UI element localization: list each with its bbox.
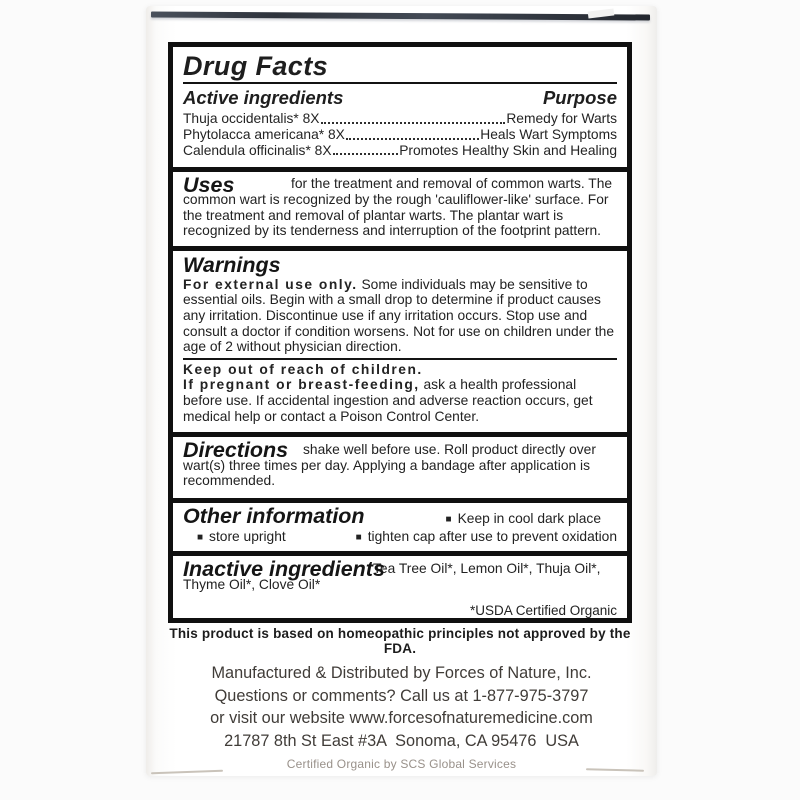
- fda-disclaimer: This product is based on homeopathic principles not approved by the FDA.: [169, 626, 631, 656]
- bullet-text: Keep in cool dark place: [457, 510, 601, 526]
- table-row: [183, 143, 617, 159]
- uses-text: for the treatment and removal of common warts. The common wart is recognized by the rough 'cauliflower-like' surface. For the treatment and removal of plantar warts. The plantar wart is recognized by its tenderness and interruption of the footprint pattern.: [183, 176, 613, 239]
- ingredient-purpose: Promotes Healthy Skin and Healing: [399, 142, 617, 158]
- phone-line: Questions or comments? Call us at 1-877-975-3797: [214, 686, 589, 705]
- uses-section: [183, 172, 617, 245]
- dotted-leader: [321, 122, 506, 124]
- directions-heading: Directions: [183, 438, 289, 463]
- external-use-lead: For external use only.: [183, 276, 358, 292]
- address-line: 21787 8th St East #3A Sonoma, CA 95476 USA: [224, 731, 579, 750]
- inactive-ingredients-heading: Inactive ingredients: [183, 557, 385, 582]
- table-row: [183, 111, 617, 127]
- other-info-row: [183, 503, 617, 529]
- warnings-heading: Warnings: [183, 252, 281, 277]
- active-ingredients-header: [183, 88, 617, 108]
- active-ingredients-table: [183, 111, 617, 167]
- drug-facts-title: Drug Facts: [183, 51, 329, 81]
- table-row: [183, 127, 617, 143]
- title-rule: [183, 82, 617, 84]
- usda-footnote: *USDA Certified Organic: [469, 603, 617, 619]
- dotted-leader: [346, 138, 479, 140]
- purpose-heading: Purpose: [542, 87, 617, 108]
- manufacturer-line: Manufactured & Distributed by Forces of Nature, Inc.: [211, 664, 592, 682]
- warnings-external-text: [183, 277, 617, 355]
- ingredient-name: Thuja occidentalis* 8X: [183, 111, 320, 126]
- keep-out-block: [183, 358, 617, 424]
- other-information-section: [183, 503, 617, 551]
- manufacturer-info: [146, 662, 657, 771]
- external-use-body: Some individuals may be sensitive to essential oils. Begin with a small drop to determine if product causes any irritation. Discontinue use if any irritation occurs. Stop use and consult a doctor if condition worsens. Not for use on children under the age of 2 without physician direction.: [183, 276, 615, 355]
- ingredient-name: Calendula officinalis* 8X: [183, 142, 332, 158]
- bullet-text: store upright: [209, 529, 286, 545]
- list-item: [197, 529, 286, 547]
- ingredient-name: Phytolacca americana* 8X: [183, 126, 345, 142]
- website-line: or visit our website www.forcesofnaturemedicine.com: [210, 709, 593, 728]
- keep-out-text: Keep out of reach of children.: [183, 361, 423, 377]
- square-bullet-icon: ■: [445, 513, 452, 525]
- uses-heading: Uses: [183, 173, 235, 198]
- pregnant-lead: If pregnant or breast-feeding,: [183, 377, 420, 393]
- certified-organic-line: Certified Organic by SCS Global Services: [286, 757, 517, 772]
- active-ingredients-heading: Active ingredients: [183, 87, 344, 108]
- inactive-ingredients-text: Tea Tree Oil*, Lemon Oil*, Thuja Oil*, Thyme Oil*, Clove Oil*: [183, 561, 601, 592]
- square-bullet-icon: ■: [355, 532, 362, 544]
- inactive-ingredients-section: [183, 556, 617, 618]
- warnings-section: [183, 251, 617, 432]
- pregnant-body: ask a health professional before use. If accidental ingestion and adverse reaction occurs, get medical help or contact a Poison Control Center.: [183, 377, 593, 424]
- other-info-row: [183, 529, 617, 547]
- directions-section: [183, 437, 617, 498]
- dotted-leader: [333, 153, 399, 155]
- list-item: [356, 529, 617, 547]
- ingredient-purpose: Remedy for Warts: [506, 111, 617, 126]
- square-bullet-icon: ■: [197, 532, 204, 544]
- drug-facts-panel: [168, 42, 632, 623]
- list-item: [446, 511, 601, 529]
- pregnant-text: [183, 377, 617, 424]
- bullet-text: tighten cap after use to prevent oxidation: [367, 529, 617, 545]
- directions-text: shake well before use. Roll product directly over wart(s) three times per day. Applying a bandage after application is recommended.: [183, 442, 596, 489]
- other-information-heading: Other information: [183, 503, 365, 528]
- ingredient-purpose: Heals Wart Symptoms: [480, 126, 617, 142]
